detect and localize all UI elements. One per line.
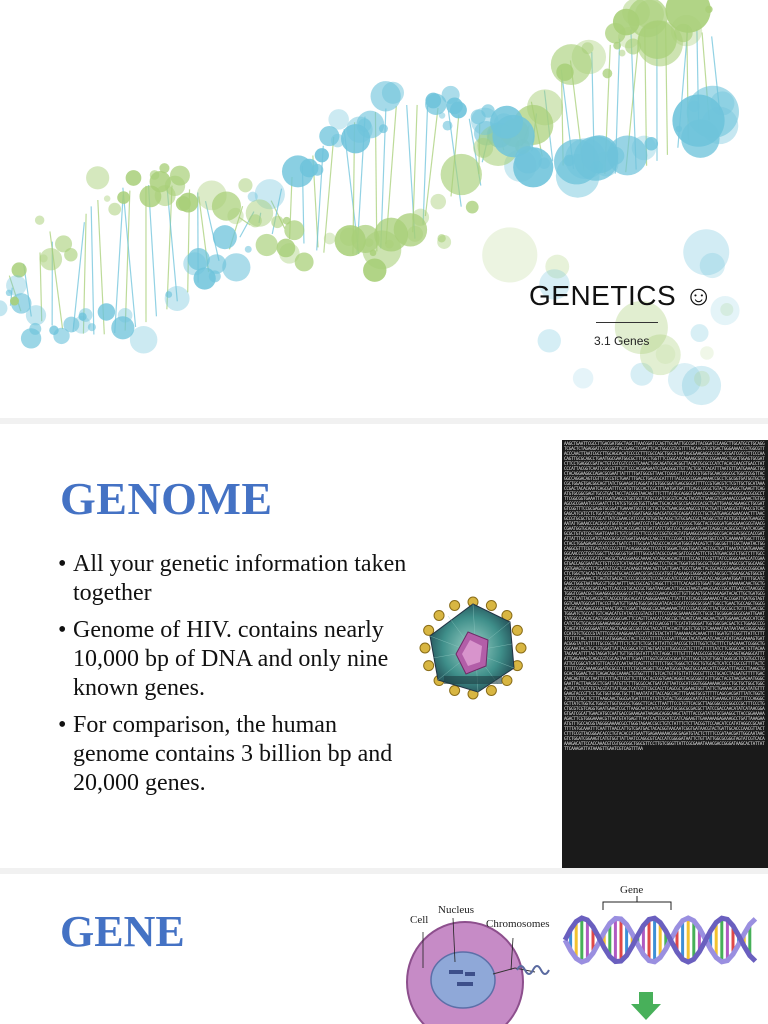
- smiley-icon: ☺: [684, 280, 714, 311]
- slide-title: [529, 280, 714, 312]
- title-slide: [0, 0, 768, 418]
- dna-helix-illustration: [0, 0, 768, 418]
- arrow-down-icon: [639, 992, 653, 1004]
- genome-slide: [0, 428, 768, 868]
- slide-divider: [0, 868, 768, 874]
- gene-slide: [0, 876, 768, 1024]
- cell-label: Cell: [410, 914, 429, 926]
- chromosomes-label: Chromosomes: [486, 918, 550, 930]
- bullet-icon: •: [58, 712, 67, 738]
- nucleus-label: Nucleus: [438, 904, 475, 916]
- dna-helix-icon: [565, 918, 755, 962]
- bullet-icon: •: [58, 617, 67, 643]
- genome-heading: GENOME: [60, 473, 273, 524]
- gene-label: Gene: [620, 884, 644, 896]
- dna-sequence-panel: [562, 440, 768, 868]
- gene-heading: GENE: [60, 907, 185, 956]
- bullet-item: • For comparison, the human genome contains 3 billion bp and 20,000 genes.: [58, 712, 393, 796]
- slide-divider: [0, 418, 768, 424]
- nucleus-icon: [431, 952, 495, 1008]
- title-text: GENETICS: [529, 280, 677, 311]
- bullet-icon: •: [58, 551, 67, 577]
- sequence-text: AAGCTGAATTCGCCTTGACGATGGCTAGCTTAACGGATCCAGTTGCAATTGCCGATTACGGATCCAAGCTTGCATGCCTGCAGGTCGACTCTAGAGGATCCCCGGGTACCGAGCTCGAATTCACTGGCCGTCGTTTTACAACGTCGTGACTGGGAAAACCCTGGCGTTACCCAACTTAATCGCCTTGCAGCACATCCCCCTTTCGCCAGCTGGCGTAATAGCGAAGAGGCCCGCACCGATCGCCCTTCCCAACAGTTGCGCAGCCTGAATGGCGAATGGCGCTTTGCCTGGTTTCCGGCACCAGAAGCGGTGCCGGAAAGCTGGCTGGAGTGCGATCTTCCTGAGGCCGATACTGTCGTCGTCCCCTCAAACTGGCAGATGCACGGTTACGATGCGCCCATCTACACCAACGTGACCTATCCCATTACGGTCAATCCGCCGTTTGTTCCCACGGAGAATCCGACGGGTTGTTACTCGCTCACATTTAATGTTGATGAAAGCTGGCTACAGGAAGGCCAGACGCGAATTATTTTTGATGGCGTTAACTCGGCGTTTCATCTGTGGTGCAACGGGCGCTGGGTCGGTTACGGCCAGGACAGTCGTTTGCCGTCTGAATTTGACCTGAGCGCATTTTTACGCGCCGGAGAAAACCGCCTCGCGGTGATGGTGCTGCGCTGGAGTGACGGCAGTTATCTGGAAGATCAGGATATGTGGCGGATGAGCGGCATTTTCCGTGACGTCTCGTTGCTGCATAAACCGACTACACAAATCAGCGATTTCCATGTTGCCACTCGCTTTAATGATGATTTCAGCCGCGCTGTACTGGAGGCTGAAGTTCAGATGTGCGGCGAGTTGCGTGACTACCTACGGGTAACAGTTTCTTTATGGCAGGGTGAAACGCAGGTCGCCAGCGGCACCGCGCCTTTCGGCGGTGAAATTATCGATGAGCGTGGTGGTTATGCCGATCGCGTCACACTACGTCTGAACGTCGAAAACCCGAAACTGTGGAGCGCCGAAATCCCGAATCTCTATCGTGCGGTGGTTGAACTGCACACCGCCGACGGCACGCTGATTGAAGCAGAAGCCTGCGATGTCGGTTTCCGCGAGGTGCGGATTGAAAATGGTCTGCTGCTGCTGAACGGCAAGCCGTTGCTGATTCGAGGCGTTAACCGTCACGAGCATCATCCTCTGCATGGTCAGGTCATGGATGAGCAGACGATGGTGCAGGATATCCTGCTGATGAAGCAGAACAACTTTAACGCCGTGCGCTGTTCGCATTATCCGAACCATCCGCTGTGGTACACGCTGTGCGACCGCTACGGCCTGTATGTGGTGGATGAAGCCAATATTGAAACCCACGGCATGGTGCCAATGAATCGTCTGACCGATGATCCGCGCTGGCTACCGGCGATGAGCGAACGCGTAACGCGAATGGTGCAGCGCGATCGTAATCACCCGAGTGTGATCATCTGGTCGCTGGGGAATGAATCAGGCCACGGCGCTAATCACGACGCGCTGTATCGCTGGATCAAATCTGTCGATCCTTCCCGCCCGGTGCAGTATGAAGGCGGCGGAGCCGACACCACGGCCACCGATATTATTTGCCCGATGTACGCGCGCGTGGATGAAGACCAGCCCTTCCCGGCTGTGCCGAAATGGTCCATCAAAAAATGGCTTTCGCTACCTGGAGAGACGCGCCCGCTGATCCTTTGCGAATACGCCCACGCGATGGGTAACAGTCTTGGCGGTTTCGCTAAATACTGGCAGGCGTTTCGTCAGTATCCCCGTTTACAGGGCGGCTTCGTCTGGGACTGGGTGGATCAGTCGCTGATTAAATATGATGAAAACGGCAACCCGTGGTCGGCTTACGGCGGTGATTTTGGCGATACGCCGAACGATCGCCAGTTCTGTATGAACGGTCTGGTCTTTGCCGACCGCACGCCGCATCCAGCGCTGACGGAAGCAAAACACCAGCAGCAGTTTTTCCAGTTCCGTTTATCCGGGCAAACCATCGAAGTGACCAGCGAATACCTGTTCCGTCATAGCGATAACGAGCTCCTGCACTGGATGGTGGCGCTGGATGGTAAGCCGCTGGCAAGCGGTGAAGTGCCTCTGGATGTCGCTCCACAAGGTAAACAGTTGATTGAACTGCCTGAACTACCGCAGCCGGAGAGCGCCGGGCAACTCTGGCTCACAGTACGCGTAGTGCAACCGAACGCGACCGCATGGTCAGAAGCCGGGCACATCAGCGCCTGGCAGCAGTGGCGTCTGGCGGAAAACCTCAGTGTGACGCTCCCCGCCGCGTCCCACGCCATCCCGCATCTGACCACCAGCGAAATGGATTTTTGCATCGAGCTGGGTAATAAGCGTTGGCAATTTAACCGCCAGTCAGGCTTTCTTTCACAGATGTGGATTGGCGATAAAAAACAACTGCTGACGCCGCTGCGCGATCAGTTCACCCGTGCACCGCTGGATAACGACATTGGCGTAAGTGAAGCGACCCGCATTGACCCTAACGCCTGGGTCGAACGCTGGAAGGCGGCGGGCCATTACCAGGCCGAAGCAGCGTTGTTGCAGTGCACGGCAGATACACTTGCTGATGCGGTGCTGATTACGACCGCTCACGCGTGGCAGCATCAGGGGAAAACCTTATTTATCAGCCGGAAAACCTACCGGATTGATGGTAGTGGTCAAATGGCGATTACCGTTGATGTTGAAGTGGCGAGCGATACACCGCATCCGGCGCGGATTGGCCTGAACTGCCAGCTGGCGCAGGTAGCAGAGCGGGTAAACTGGCTCGGATTAGGGCCGCAAGAAAACTATCCCGACCGCCTTACTGCCGCCTGTTTTGACCGCTGGGATCTGCCATTGTCAGACATGTATACCCCGTACGTCTTCCCGAGCGAAAACGGTCTGCGCTGCGGGACGCGCGAATTGAATTATGGCCCACACCAGTGGCGCGGCGACTTCCAGTTCAACATCAGCCGCTACAGTCAACAGCAACTGATGGAAACCAGCCATCGCCATCTGCTGCACGCGGAAGAAGGCACATGGCTGAATATCGACGGTTTCCATATGGGGATTGGTGGCGACGACTCCTGGAGCCCGTCAGTATCGGCGGAATTCCAGCTGAGCGCCGGTCGCTACCATTACCAGTTGGTCTGGTGTCAAAAATAATAATAACCGGGCAGGCCATGTCTGCCCGTATTTCGCGTAAGGAAATCCATTATGTACTATTTAAAAAACACAAACTTTTGGATGTTCGGTTTATTCTTTTTCTTTTACTTTTTTATCATGGGAGCCTACTTCCCGTTTTTCCCGATTTGGCTACATGACATCAACCATATCAGCAAAAGTGATACGGGTATTATTTTTGCCGCTATTTCTCTGTTCTCGCTATTATTCCAACCGCTGTTTGGTCTGCTTTCTGACAAACTCGGGCTGCGCAAATACCTGCTGTGGATTATTACCGGCATGTTAGTGATGTTTGCGCCGTTCTTTATTTTTATCTTCGGGCCACTGTTACAATACAACATTTTAGTAGGATCGATTGTTGGTGGTATTTATCTAGGCTTTTGTTTTAACGCCGGTGCGCCAGCAGTAGAGGCATTTATTGAGAAAGTCAGCCGTCGCAGTAATTTCGAATTTGGTCGCGCGCGGATGTTTGGCTGTGTTGGCTGGGCGCTGTGTGCCTCGATTGTCGGCATCATGTTCACCATCAATAATCAGTTTGTTTTCTGGCTGGGCTCTGGCTGTGCACTCATCCTCGCCGTTTTACTCTTTTTCGCCAAAACGGATGCGCCCTCTTCTGCCACGGTTGCCAATGCGGTAGGTGCCAACCATTCGGCATTTAGCCTTAAGCTGGCACTGGAACTGTTCAGACAGCCAAAACTGTGGTTTTTGTCACTGTATGTTATTGGCGTTTCCTGCACCTACGATGTTTTTGACCAACAGTTTGCTAATTTCTTTACTTCGTTCTTTGCTACCGGTGAACAGGGTACGCGGGTATTTGGCTACGTAACGACAATGGGCGAATTACTTAACGCCTCGATTATGTTCTTTGCGCCACTGATCATTAATCGCATCGGTGGGAAAAACGCCCTGCTGCTGGCTGGCACTATTATGTCTGTACGTATTATTGGCTCATCGTTCGCCACCTCAGCGCTGGAAGTGGTTATTCTGAAAACGCTGCATATGTTTGAAGTACCGTTCCTGCTGGTGGGCTGCTTTAAATATATTACCAGCCAGTTTGAAGTGCGTTTTTCAGCGACGATTTATCTGGTCTGTTTCTGCTTCTTTAAGCAACTGGCGATGATTTTTATGTCTGTACTGGCGGGCAATATGTATGAAAGCATCGGTTTCCAGGGCGCTTATCTGGTGCTGGGTCTGGTGGCGCTGGGCTTCACCTTAATTTCCGTGTTCACGCTTAGCGGCCCCGGCCCGCTTTCCCTGCTGCGTCGTCAGGTGAATGAAGTCGCTTAAGCAATCAATGTCGGATGCGGCGCGACGCTTATCCGACCAACATATCATAACGGAGTGATCGCATTGAACATGCCAATGACCGAAAGAATAAGAGCAGGCAAGCTATTTACCGATATGTGCGAAGGCTTACCGGAAAAAAGACTTCGTGGGAAAACGTTAATGTATGAGTTTAATCACTCGCATCCATCAGAAGTTGAAAAAAGAGAAAGCCTGATTAAAGAAATGTTTGCCACGGTAGGGGAAAACGCCTGGGTAGAACCGCCTGTCTATTTCTCTTACGGTTCCAACATCCATATAGGCCGCAATTTTTATGCAAATTTCAATTTAACCATTGTCGATGACTACACGGTAACAATCGGTGATAACGTACTGATTGCACCCAACGTTACTCTTTCCGTTACGGGACACCCTGTACACCATGAATTGAGAAAAAACGGCGAGATGTACTCTTTTCCGATAACGATTGGCAATAACGTCTGGATCGGAAGTCATGTGGTTATTAATCCAGGCGTCACCATCGGGGATAATTCTGTTATTGGCGCGGGTAGTATCGTCACAAAAGACATTCCACCAAACGTCGTGGCGGCTGGCGTTCCTTGTCGGGTTATTCGCGAAATAAACGACCGGGATAAGCACTATTATTTCAAAGATTATAAAGTTGAATCGTCAGTTTAA: [564, 442, 765, 752]
- bullet-item: • Genome of HIV. contains nearly 10,000 bp of DNA and only nine known genes.: [58, 617, 389, 701]
- title-underline: [596, 322, 658, 323]
- genome-bullet-list: [58, 550, 408, 806]
- bullet-item: • All your genetic information taken together: [58, 551, 407, 606]
- slide-subtitle: 3.1 Genes: [594, 334, 650, 348]
- hiv-virus-icon: [418, 596, 528, 702]
